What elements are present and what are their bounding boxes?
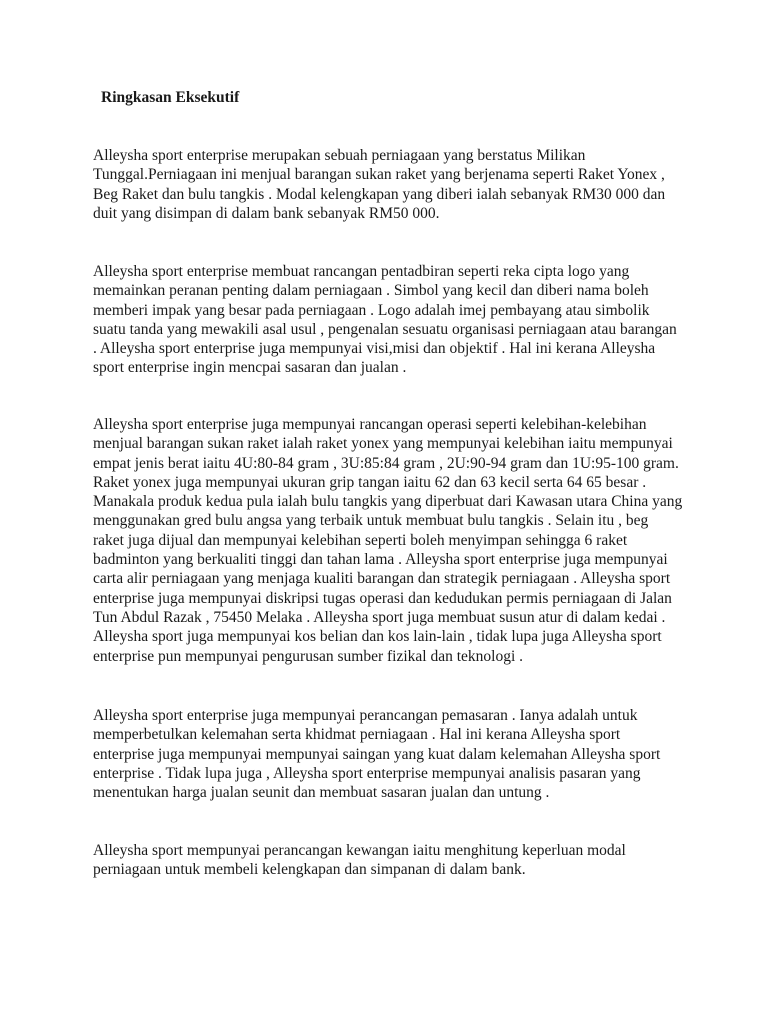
paragraph-finance: Alleysha sport mempunyai perancangan kewangan iaitu menghitung keperluan modal perniagaan untuk membeli kelengkapan dan simpanan di dalam bank. bbox=[93, 842, 626, 879]
paragraph-marketing: Alleysha sport enterprise juga mempunyai perancangan pemasaran . Ianya adalah untuk memperbetulkan kelemahan serta khidmat perniagaan . Hal ini kerana Alleysha sport enterprise juga mempunyai mempunyai saingan yang kuat dalam kelemahan Alleysha sport enterprise . Tidak lupa juga , Alleysha sport enterprise mempunyai analisis pasaran yang menentukan harga jualan seunit dan membuat sasaran jualan dan untung . bbox=[93, 707, 661, 802]
paragraph-operations: Alleysha sport enterprise juga mempunyai rancangan operasi seperti kelebihan-kelebihan menjual barangan sukan raket ialah raket yonex yang mempunyai kelebihan iaitu mempunyai empat jenis berat iaitu 4U:80-84 gram , 3U:85:84 gram , 2U:90-94 gram dan 1U:95-100 gram. Raket yonex juga mempunyai ukuran grip tangan iaitu 62 dan 63 kecil serta 64 65 besar . Manakala produk kedua pula ialah bulu tangkis yang diperbuat dari Kawasan utara China yang menggunakan gred bulu angsa yang terbaik untuk membuat bulu tangkis . Selain itu , beg raket juga dijual dan mempunyai kelebihan seperti boleh menyimpan sehingga 6 raket badminton yang berkualiti tinggi dan tahan lama . Alleysha sport enterprise juga mempunyai carta alir perniagaan yang menjaga kualiti barangan dan strategik perniagaan . Alleysha sport enterprise juga mempunyai diskripsi tugas operasi dan kedudukan permis perniagaan di Jalan Tun Abdul Razak , 75450 Melaka . Alleysha sport juga membuat susun atur di dalam kedai . Alleysha sport juga mempunyai kos belian dan kos lain-lain , tidak lupa juga Alleysha sport enterprise pun mempunyai pengurusan sumber fizikal dan teknologi . bbox=[93, 416, 683, 665]
paragraph-administration: Alleysha sport enterprise membuat rancangan pentadbiran seperti reka cipta logo yang memainkan peranan penting dalam perniagaan . Simbol yang kecil dan diberi nama boleh memberi impak yang besar pada perniagaan . Logo adalah imej pembayang atau simbolik suatu tanda yang mewakili asal usul , pengenalan sesuatu organisasi perniagaan atau barangan . Alleysha sport enterprise juga mempunyai visi,misi dan objektif . Hal ini kerana Alleysha sport enterprise ingin mencpai sasaran dan jualan . bbox=[93, 263, 677, 377]
paragraph-summary: Alleysha sport enterprise merupakan sebuah perniagaan yang berstatus Milikan Tunggal.Perniagaan ini menjual barangan sukan raket yang berjenama seperti Raket Yonex , Beg Raket dan bulu tangkis . Modal kelengkapan yang diberi ialah sebanyak RM30 000 dan duit yang disimpan di dalam bank sebanyak RM50 000. bbox=[93, 147, 666, 222]
document-title: Ringkasan Eksekutif bbox=[101, 89, 240, 106]
